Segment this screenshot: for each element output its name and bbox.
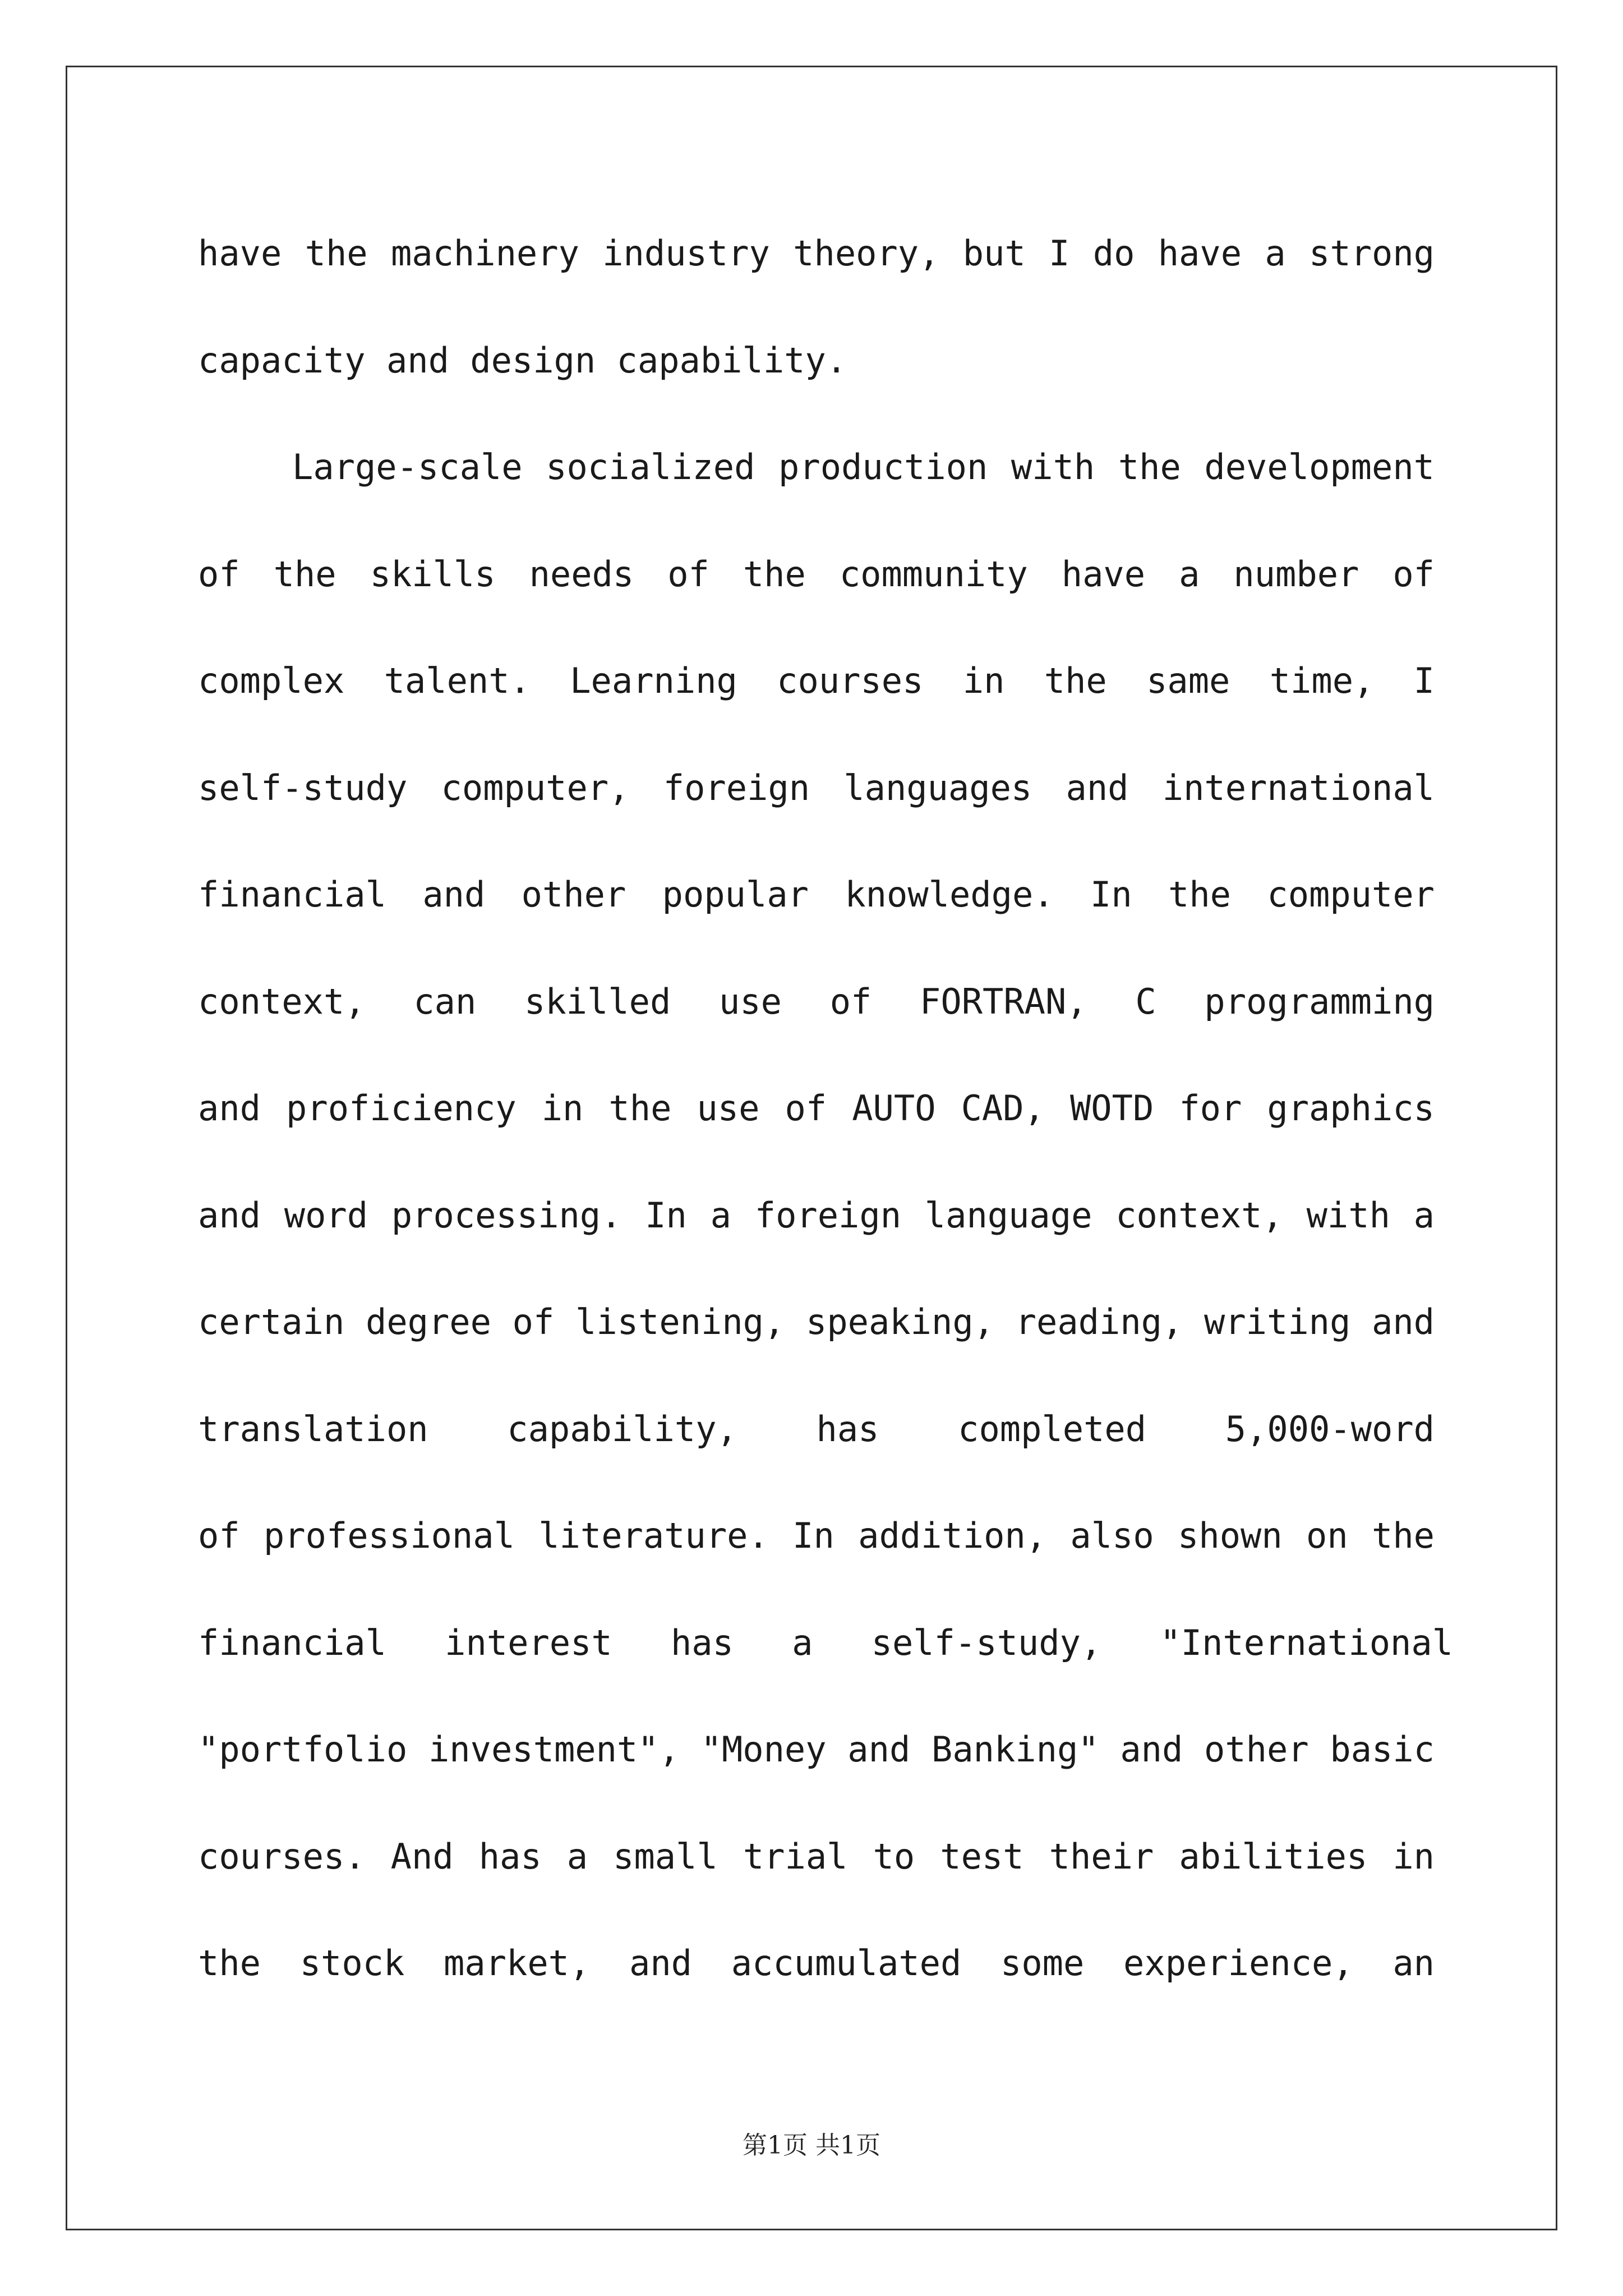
text-line: of professional literature. In addition, also shown on the: [198, 1515, 1435, 1556]
text-line: capacity and design capability.: [198, 339, 847, 381]
document-body: [198, 200, 1453, 2017]
text-line: complex talent. Learning courses in the same time, I: [198, 660, 1435, 701]
text-line: the stock market, and accumulated some experience, an: [198, 1943, 1435, 1984]
text-line: context, can skilled use of FORTRAN, C programming: [198, 981, 1435, 1022]
text-line: courses. And has a small trial to test their abilities in: [198, 1835, 1435, 1877]
text-line: have the machinery industry theory, but I do have a strong: [198, 233, 1435, 274]
text-line: certain degree of listening, speaking, reading, writing and: [198, 1301, 1435, 1342]
page-number: 第1页 共1页: [743, 2131, 880, 2160]
text-line: self-study computer, foreign languages and international: [198, 767, 1435, 808]
paragraph-first-line: Large-scale socialized production with the development: [292, 447, 1435, 487]
text-line: and word processing. In a foreign language context, with a: [198, 1194, 1435, 1236]
text-line: "portfolio investment", "Money and Banking" and other basic: [198, 1729, 1435, 1770]
text-line: of the skills needs of the community have a number of: [198, 553, 1435, 595]
text-line: and proficiency in the use of AUTO CAD, WOTD for graphics: [198, 1088, 1435, 1129]
text-line: financial interest has a self-study, "International: [198, 1622, 1453, 1663]
text-line: translation capability, has completed 5,000-word: [198, 1408, 1435, 1450]
text-line: financial and other popular knowledge. In the computer: [198, 874, 1435, 915]
